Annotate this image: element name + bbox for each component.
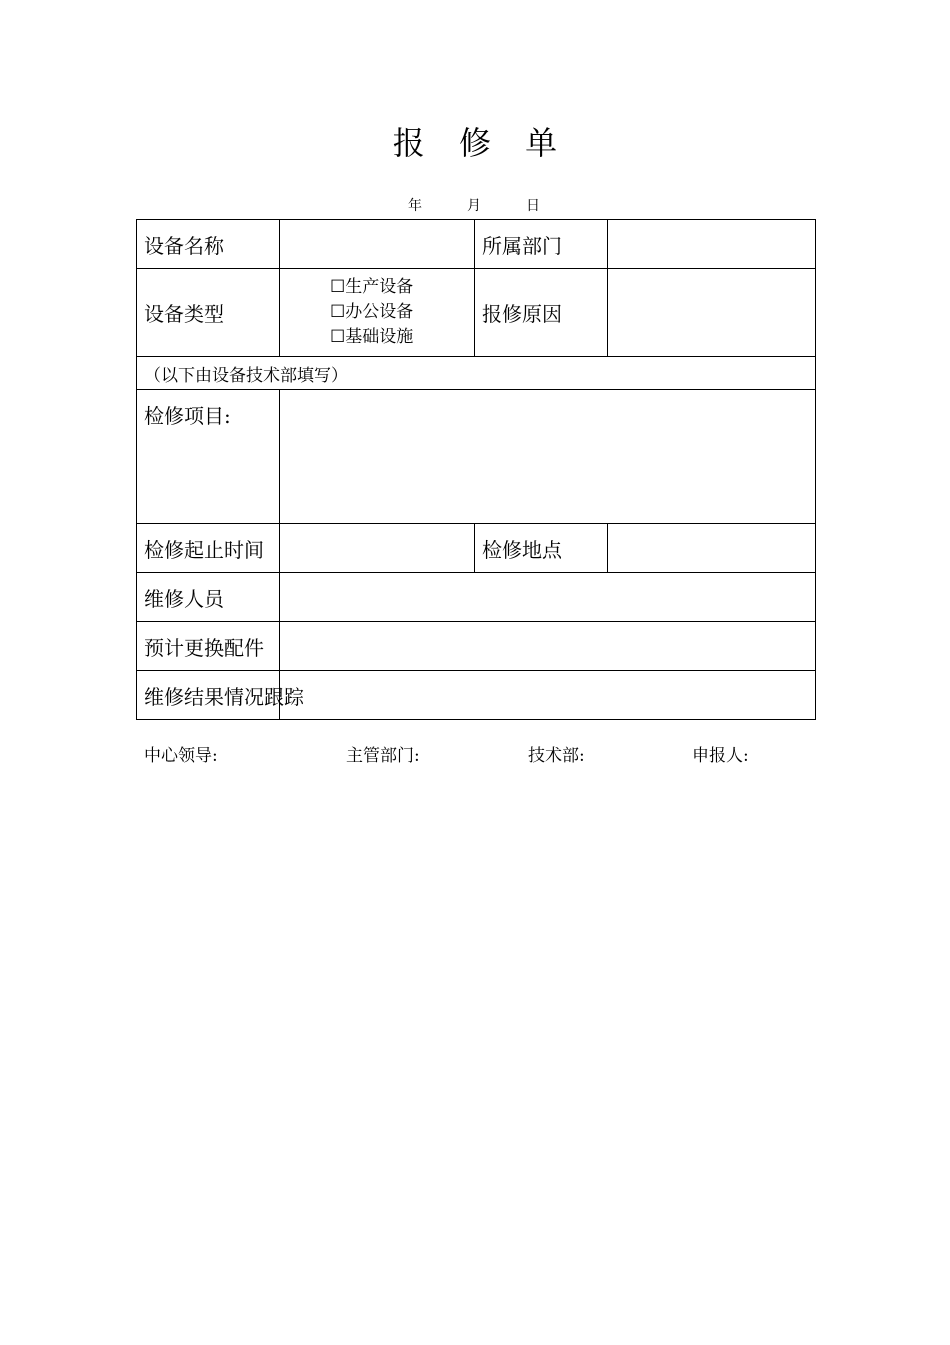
date-month: 月 [467,198,481,214]
title-char-2: 修 [458,124,491,162]
signature-applicant: 申报人: [692,746,749,766]
repair-reason-field[interactable] [608,269,816,357]
option-infrastructure-checkbox[interactable]: ☐基础设施 [330,327,414,347]
repair-time-field[interactable] [280,524,475,573]
repair-staff-label: 维修人员 [137,573,280,622]
repair-items-label: 检修项目: [137,390,280,524]
device-name-label: 设备名称 [137,220,280,269]
department-label: 所属部门 [475,220,608,269]
signature-supervisor-dept: 主管部门: [346,746,420,766]
option-production-checkbox[interactable]: ☐生产设备 [330,277,414,297]
repair-location-label: 检修地点 [475,524,608,573]
parts-label: 预计更换配件 [137,622,280,671]
title-char-1: 报 [392,124,425,162]
result-label: 维修结果情况跟踪 [137,671,280,720]
device-type-options [280,269,475,357]
repair-staff-field[interactable] [280,573,816,622]
repair-reason-label: 报修原因 [475,269,608,357]
repair-items-field[interactable] [280,390,816,524]
repair-time-label: 检修起止时间 [137,524,280,573]
option-office-checkbox[interactable]: ☐办公设备 [330,302,414,322]
date-year: 年 [408,198,422,214]
device-type-label: 设备类型 [137,269,280,357]
repair-location-field[interactable] [608,524,816,573]
device-name-field[interactable] [280,220,475,269]
date-day: 日 [526,198,540,214]
department-field[interactable] [608,220,816,269]
title-char-3: 单 [525,124,558,162]
parts-field[interactable] [280,622,816,671]
signature-tech-dept: 技术部: [528,746,585,766]
result-field[interactable] [280,671,816,720]
signature-center-leader: 中心领导: [144,746,218,766]
page-title [0,118,950,164]
tech-dept-note: （以下由设备技术部填写） [137,357,816,390]
repair-form-table [136,219,816,720]
